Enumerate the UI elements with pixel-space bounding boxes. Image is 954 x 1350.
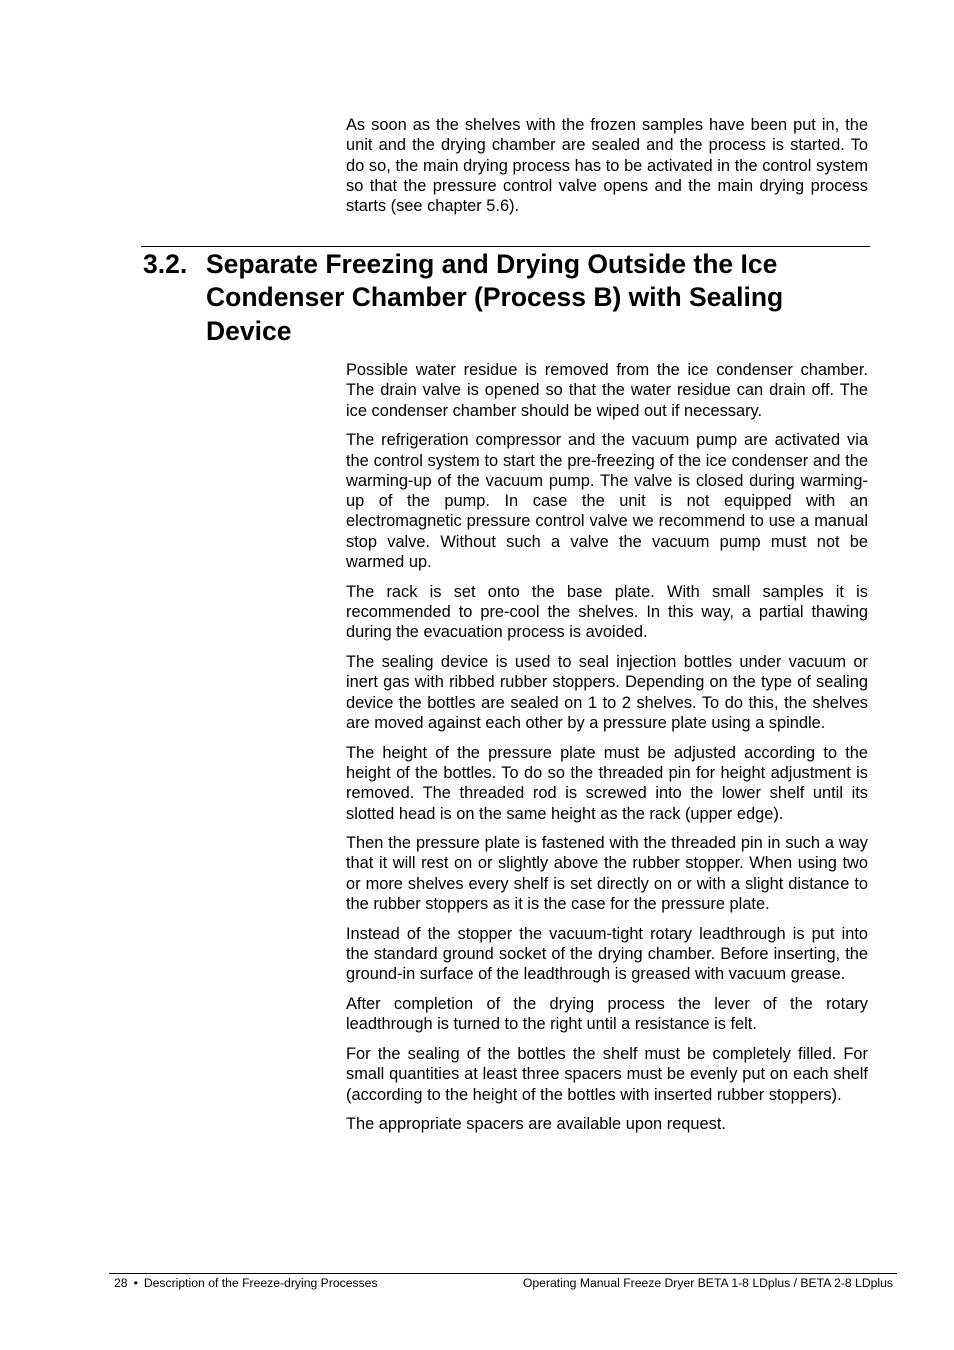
body-paragraph: The height of the pressure plate must be adjusted according to the height of the bottles. To do so the threaded pin for height adjustment is removed. The threaded rod is screwed into the lower shelf until its slotted head is on the same height as the rack (upper edge). (346, 743, 868, 823)
body-paragraph: Possible water residue is removed from the ice condenser chamber. The drain valve is opened so that the water residue can drain off. The ice condenser chamber should be wiped out if necessary. (346, 361, 868, 420)
section-body (346, 360, 868, 1144)
body-paragraph: Instead of the stopper the vacuum-tight rotary leadthrough is put into the standard ground socket of the drying chamber. Before inserting, the ground-in surface of the leadthrough is greased with vacuum grease. (346, 924, 868, 984)
footer-left (114, 1276, 378, 1291)
footer-manual-title: Operating Manual Freeze Dryer BETA 1-8 LDplus / BETA 2-8 LDplus (522, 1276, 893, 1290)
footer-chapter: Description of the Freeze-drying Processes (143, 1276, 378, 1290)
body-paragraph: The refrigeration compressor and the vacuum pump are activated via the control system to start the pre-freezing of the ice condenser and the warming-up of the vacuum pump. The valve is closed during warming-up of the pump. In case the unit is not equipped with an electromagnetic pressure control valve we recommend to use a manual stop valve. Without such a valve the vacuum pump must not be warmed up. (346, 431, 868, 572)
body-paragraph: The appropriate spacers are available upon request. (346, 1115, 726, 1134)
section-title: Separate Freezing and Drying Outside the Ice Condenser Chamber (Process B) with Sealing Device (206, 249, 784, 346)
intro-paragraph: As soon as the shelves with the frozen samples have been put in, the unit and the drying chamber are sealed and the process is started. To do so, the main drying process has to be activated in the control system so that the pressure control valve opens and the main drying process starts (see chapter 5.6). (346, 116, 868, 216)
footer-divider (109, 1273, 897, 1274)
page-number: 28 (114, 1276, 128, 1290)
section-divider (141, 246, 870, 247)
section-heading (143, 248, 870, 348)
body-paragraph: Then the pressure plate is fastened with the threaded pin in such a way that it will rest on or slightly above the rubber stopper. When using two or more shelves every shelf is set directly on or with a slight distance to the rubber stoppers as it is the case for the pressure plate. (346, 834, 868, 914)
body-paragraph: After completion of the drying process the lever of the rotary leadthrough is turned to the right until a resistance is felt. (346, 995, 868, 1034)
body-paragraph: The rack is set onto the base plate. With small samples it is recommended to pre-cool the shelves. In this way, a partial thawing during the evacuation process is avoided. (346, 582, 868, 642)
body-paragraph: For the sealing of the bottles the shelf must be completely filled. For small quantities at least three spacers must be evenly put on each shelf (according to the height of the bottles with inserted rubber stoppers). (346, 1045, 868, 1104)
footer-bullet: • (133, 1276, 138, 1290)
body-paragraph: The sealing device is used to seal injection bottles under vacuum or inert gas with ribbed rubber stoppers. Depending on the type of sealing device the bottles are sealed on 1 to 2 shelves. To do this, the shelves are moved against each other by a pressure plate using a spindle. (346, 653, 868, 732)
section-number: 3.2. (143, 249, 188, 279)
